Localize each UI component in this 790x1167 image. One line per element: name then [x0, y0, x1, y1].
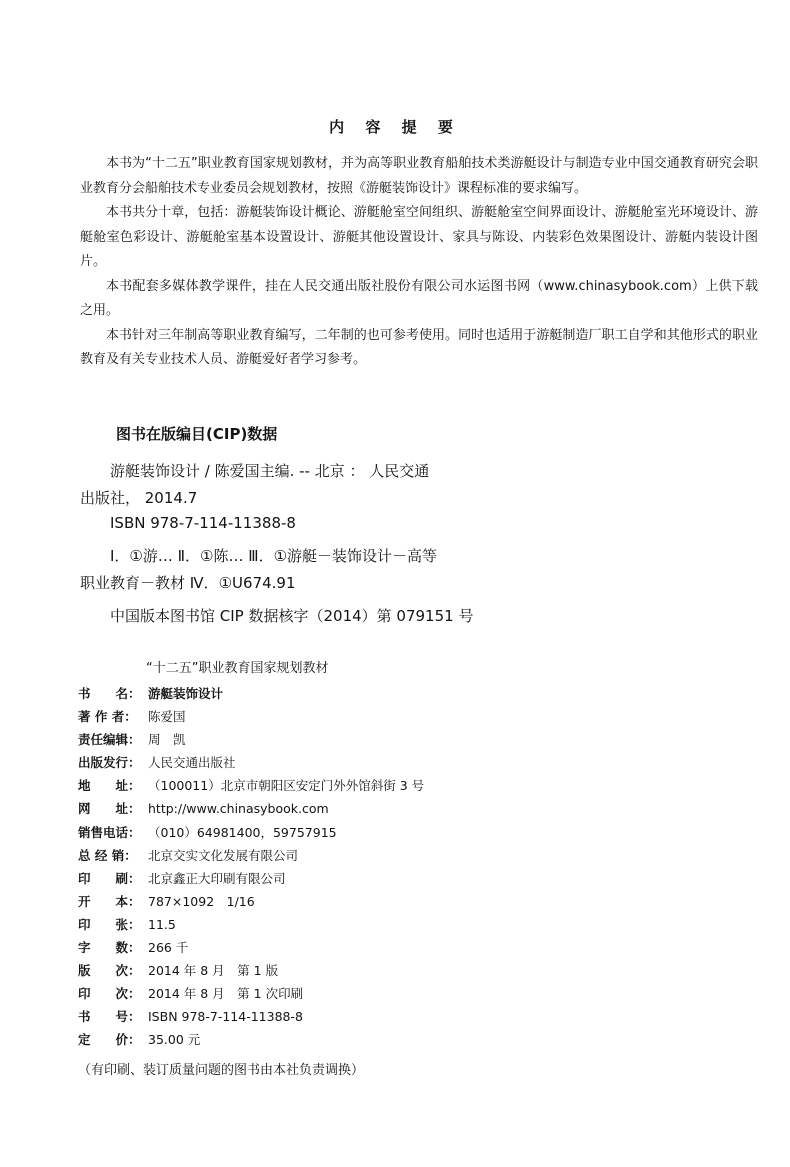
detail-value: 北京交实文化发展有限公司: [148, 847, 299, 863]
detail-label: 书 名：: [78, 686, 141, 701]
cip-isbn: ISBN 978-7-114-11388-8: [110, 514, 296, 532]
detail-row-distributor: [78, 844, 678, 867]
detail-label: 印 刷：: [78, 870, 141, 886]
cip-title-line: 游艇装饰设计 / 陈爱国主编. -- 北京 ： 人民交通: [110, 462, 430, 480]
detail-label: 版 次：: [78, 963, 141, 979]
detail-label: 定 价：: [78, 1032, 141, 1048]
detail-value: ISBN 978-7-114-11388-8: [148, 1009, 303, 1025]
detail-row-editor: [78, 728, 678, 751]
detail-row-sales-phone: [78, 821, 678, 844]
cip-publisher-line: 出版社， 2014.7: [80, 489, 198, 507]
detail-row-title: [78, 682, 678, 705]
detail-label: 书 号：: [78, 1009, 141, 1025]
detail-label: 出版发行：: [78, 755, 141, 771]
detail-value: 北京鑫正大印刷有限公司: [148, 870, 286, 886]
detail-value: 2014 年 8 月 第 1 次印刷: [148, 986, 304, 1002]
detail-value: （100011）北京市朝阳区安定门外外馆斜街 3 号: [148, 778, 425, 794]
publication-details: [78, 682, 678, 1052]
detail-value: 人民交通出版社: [148, 755, 236, 771]
detail-value: 787×1092 1/16: [148, 893, 255, 909]
detail-value: 周 凯: [148, 732, 186, 748]
detail-value: 游艇装饰设计: [148, 686, 224, 701]
detail-row-price: [78, 1028, 678, 1051]
detail-row-website: [78, 797, 678, 820]
detail-value: 35.00 元: [148, 1032, 201, 1048]
summary-body: [80, 152, 758, 373]
detail-label: 著 作 者：: [78, 709, 137, 725]
cip-classification-line: 职业教育－教材 Ⅳ．①U674.91: [80, 574, 296, 592]
detail-row-edition: [78, 959, 678, 982]
detail-value: （010）64981400，59757915: [148, 824, 337, 840]
detail-label: 印 次：: [78, 986, 141, 1002]
detail-row-sheets: [78, 913, 678, 936]
detail-row-format: [78, 890, 678, 913]
detail-value: 11.5: [148, 916, 176, 932]
detail-label: 开 本：: [78, 893, 141, 909]
detail-row-printing: [78, 982, 678, 1005]
detail-value: 266 千: [148, 940, 189, 956]
cip-heading: 图书在版编目(CIP)数据: [116, 425, 278, 443]
detail-label: 字 数：: [78, 940, 141, 956]
detail-label: 销售电话：: [78, 824, 141, 840]
cip-record-note: 中国版本图书馆 CIP 数据核字（2014）第 079151 号: [110, 607, 474, 625]
detail-label: 总 经 销：: [78, 847, 137, 863]
detail-row-author: [78, 705, 678, 728]
detail-row-book-number: [78, 1005, 678, 1028]
detail-row-address: [78, 774, 678, 797]
detail-label: 地 址：: [78, 778, 141, 794]
detail-row-printer: [78, 867, 678, 890]
summary-paragraph: 本书配套多媒体教学课件，挂在人民交通出版社股份有限公司水运图书网（www.chinasybook.com）上供下载之用。: [80, 278, 758, 318]
detail-label: 印 张：: [78, 916, 141, 932]
summary-paragraph: 本书共分十章，包括：游艇装饰设计概论、游艇舱室空间组织、游艇舱室空间界面设计、游艇舱室光环境设计、游艇舱室色彩设计、游艇舱室基本设置设计、游艇其他设置设计、家具与陈设、内装彩色效果图设计、游艇内装设计图片。: [80, 205, 758, 269]
detail-value: 陈爱国: [148, 709, 186, 725]
detail-label: 网 址：: [78, 801, 141, 817]
summary-paragraph: 本书针对三年制高等职业教育编写，二年制的也可参考使用。同时也适用于游艇制造厂职工自学和其他形式的职业教育及有关专业技术人员、游艇爱好者学习参考。: [80, 327, 758, 367]
series-line: “十二五”职业教育国家规划教材: [146, 661, 329, 676]
detail-row-word-count: [78, 936, 678, 959]
cip-classification-line: Ⅰ．①游… Ⅱ．①陈… Ⅲ．①游艇－装饰设计－高等: [110, 547, 438, 565]
detail-value: 2014 年 8 月 第 1 版: [148, 963, 279, 979]
summary-title: 内 容 提 要: [329, 118, 461, 136]
detail-row-publisher: [78, 751, 678, 774]
summary-paragraph: 本书为“十二五”职业教育国家规划教材，并为高等职业教育船舶技术类游艇设计与制造专业中国交通教育研究会职业教育分会船舶技术专业委员会规划教材，按照《游艇装饰设计》课程标准的要求编写。: [80, 156, 758, 196]
detail-label: 责任编辑：: [78, 732, 141, 748]
footer-note: （有印刷、装订质量问题的图书由本社负责调换）: [78, 1063, 365, 1078]
detail-value: http://www.chinasybook.com: [148, 801, 329, 817]
